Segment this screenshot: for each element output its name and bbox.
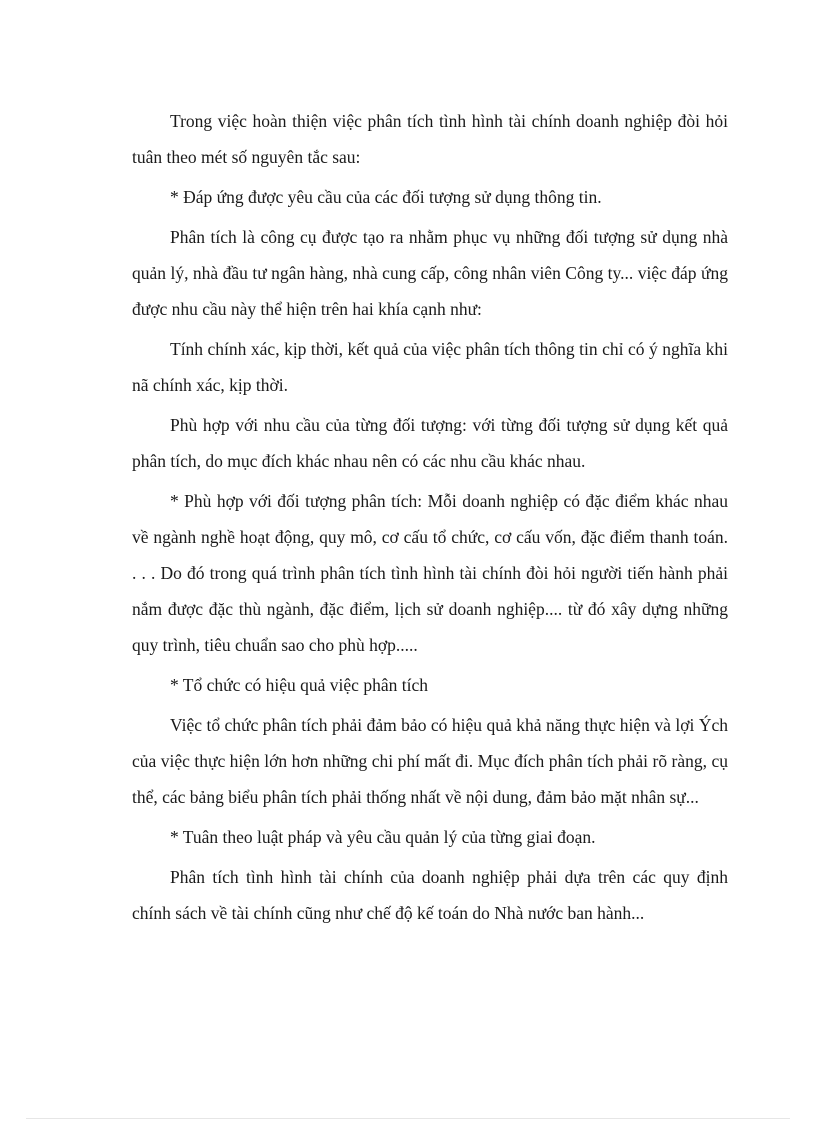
page-bottom-divider [26, 1118, 790, 1119]
paragraph-suitability: Phù hợp với nhu cầu của từng đối tượng: với từng đối tượng sử dụng kết quả phân tích, do mục đích khác nhau nên có các nhu cầu khác nhau. [132, 415, 728, 471]
paragraph-principle-4-body: Phân tích tình hình tài chính của doanh nghiệp phải dựa trên các quy định chính sách về tài chính cũng như chế độ kế toán do Nhà nước ban hành... [132, 867, 728, 923]
paragraph-accuracy: Tính chính xác, kịp thời, kết quả của việc phân tích thông tin chỉ có ý nghĩa khi nã chính xác, kịp thời. [132, 339, 728, 395]
paragraph-principle-2: * Phù hợp với đối tượng phân tích: Mỗi doanh nghiệp có đặc điểm khác nhau về ngành nghề hoạt động, quy mô, cơ cấu tổ chức, cơ cấu vốn, đặc điểm thanh toán. . . . Do đó trong quá trình phân tích tình hình tài chính đòi hỏi người tiến hành phải nắm được đặc thù ngành, đặc điểm, lịch sử doanh nghiệp.... từ đó xây dựng những quy trình, tiêu chuẩn sao cho phù hợp..... [132, 491, 728, 655]
paragraph-intro: Trong việc hoàn thiện việc phân tích tình hình tài chính doanh nghiệp đòi hỏi tuân theo mét số nguyên tắc sau: [132, 111, 728, 167]
paragraph-principle-1-heading: * Đáp ứng được yêu cầu của các đối tượng sử dụng thông tin. [170, 187, 602, 207]
paragraph-principle-4-heading: * Tuân theo luật pháp và yêu cầu quản lý của từng giai đoạn. [170, 827, 596, 847]
paragraph-principle-3-heading: * Tổ chức có hiệu quả việc phân tích [170, 675, 428, 695]
paragraph-principle-3-body: Việc tổ chức phân tích phải đảm bảo có hiệu quả khả năng thực hiện và lợi Ých của việc thực hiện lớn hơn những chi phí mất đi. Mục đích phân tích phải rõ ràng, cụ thể, các bảng biểu phân tích phải thống nhất về nội dung, đảm bảo mặt nhân sự... [132, 715, 728, 807]
paragraph-principle-1-body: Phân tích là công cụ được tạo ra nhằm phục vụ những đối tượng sử dụng nhà quản lý, nhà đầu tư ngân hàng, nhà cung cấp, công nhân viên Công ty... việc đáp ứng được nhu cầu này thể hiện trên hai khía cạnh như: [132, 227, 728, 319]
document-body [132, 103, 728, 935]
